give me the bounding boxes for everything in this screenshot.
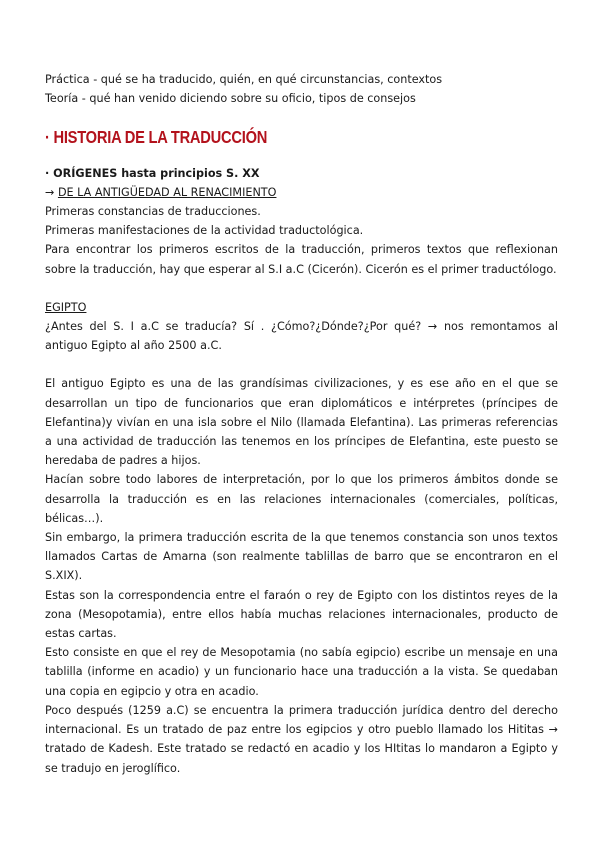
intro-practice-line: Práctica - qué se ha traducido, quién, en qué circunstancias, contextos bbox=[45, 73, 443, 86]
egypt-paragraph-1: ¿Antes del S. I a.C se traducía? Sí . ¿Cómo?¿Dónde?¿Por qué? → nos remontamos al antiguo Egipto al año 2500 a.C. bbox=[45, 320, 558, 353]
spacer bbox=[45, 355, 558, 374]
egypt-heading: EGIPTO bbox=[45, 300, 87, 314]
origins-paragraph-3: Para encontrar los primeros escritos de la traducción, primeros textos que reflexionan sobre la traducción, hay que esperar al S.I a.C (Cicerón). Cicerón es el primer traductólogo. bbox=[45, 243, 558, 276]
egypt-paragraph-5: Estas son la correspondencia entre el faraón o rey de Egipto con los distintos reyes de la zona (Mesopotamia), entre ellos había muchas relaciones internacionales, producto de estas cartas. bbox=[45, 588, 558, 641]
origins-subheading-line bbox=[45, 183, 558, 202]
origins-paragraph-1: Primeras constancias de traducciones. bbox=[45, 205, 261, 219]
arrow-glyph: → bbox=[45, 185, 58, 199]
document-page bbox=[45, 70, 558, 778]
egypt-paragraph-3: Hacían sobre todo labores de interpretación, por lo que los primeros ámbitos donde se desarrolla la traducción es en las relaciones internacionales (comerciales, políticas, bélicas…). bbox=[45, 473, 558, 525]
egypt-paragraph-4: Sin embargo, la primera traducción escrita de la que tenemos constancia son unos textos llamados Cartas de Amarna (son realmente tablillas de barro que se encontraron en el S.XIX). bbox=[45, 531, 558, 583]
spacer bbox=[45, 279, 558, 298]
intro-theory-line: Teoría - qué han venido diciendo sobre su oficio, tipos de consejos bbox=[45, 92, 416, 106]
origins-heading: · ORÍGENES hasta principios S. XX bbox=[45, 166, 260, 180]
section-title: · HISTORIA DE LA TRADUCCIÓN bbox=[45, 127, 268, 148]
origins-subheading: DE LA ANTIGÜEDAD AL RENACIMIENTO bbox=[57, 185, 277, 199]
origins-paragraph-2: Primeras manifestaciones de la actividad traductológica. bbox=[45, 224, 364, 238]
egypt-paragraph-7: Poco después (1259 a.C) se encuentra la primera traducción jurídica dentro del derecho internacional. Es un tratado de paz entre los egipcios y otro pueblo llamado los Hititas → tratado de Kadesh. Este tratado se redactó en acadio y los HItitas lo mandaron a Egipto y se tradujo en jeroglífico. bbox=[45, 703, 558, 775]
egypt-paragraph-6: Esto consiste en que el rey de Mesopotamia (no sabía egipcio) escribe un mensaje en una tablilla (informe en acadio) y un funcionario hace una traducción a la vista. Se quedaban una copia en egipcio y otra en acadio. bbox=[45, 646, 558, 698]
egypt-paragraph-2: El antiguo Egipto es una de las grandísimas civilizaciones, y es ese año en el que se desarrollan un tipo de funcionarios que eran diplomáticos e intérpretes (príncipes de Elefantina)y vivían en una isla sobre el Nilo (llamada Elefantina). Las primeras referencias a una actividad de traducción las tenemos en los príncipes de Elefantina, este puesto se heredaba de padres a hijos. bbox=[45, 377, 558, 468]
